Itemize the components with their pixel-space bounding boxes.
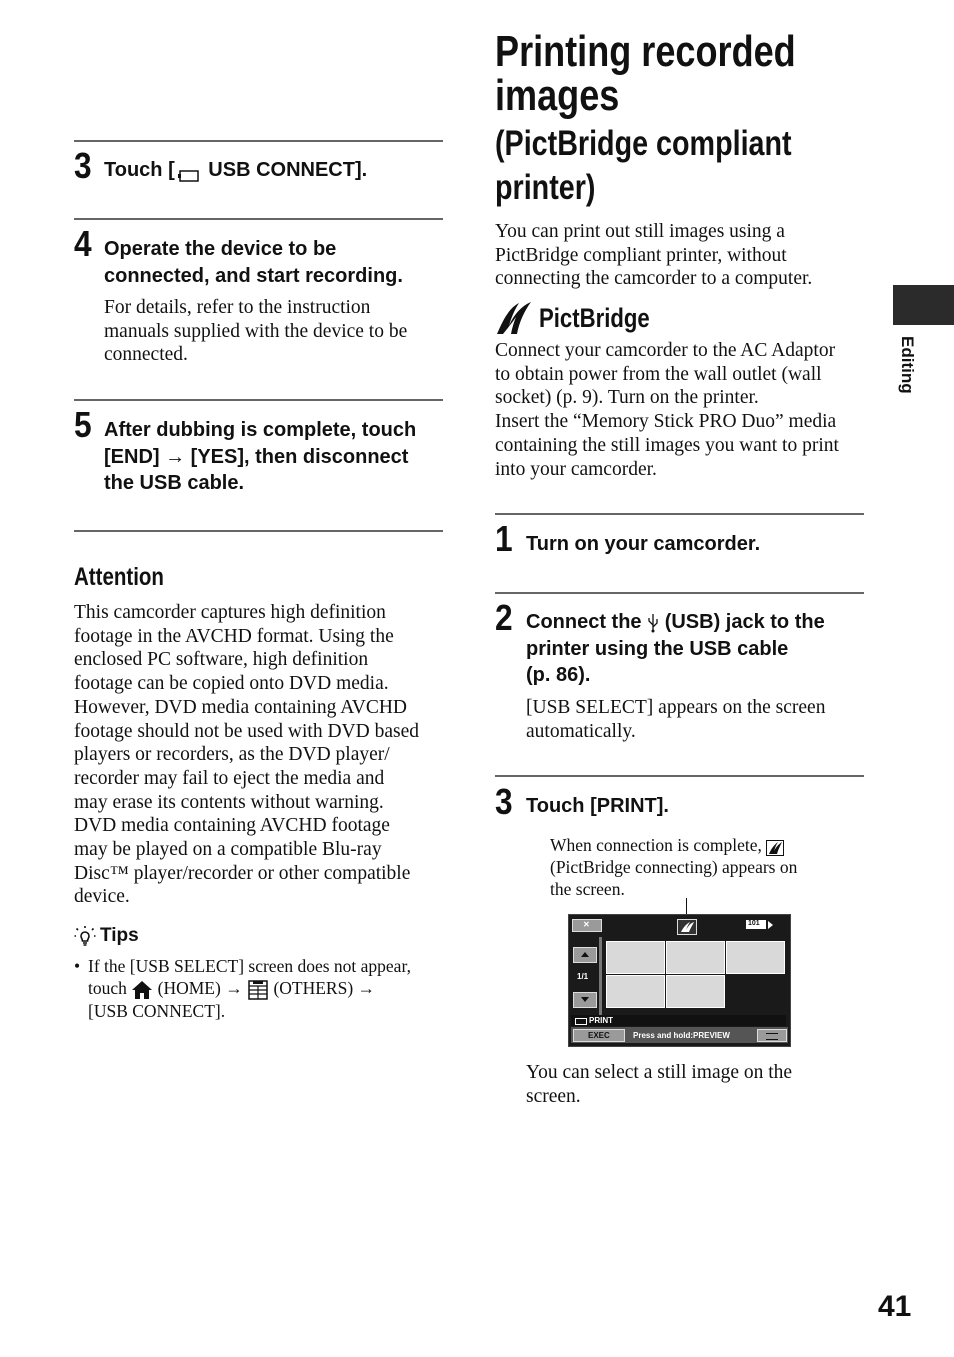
thumbnail[interactable] xyxy=(666,941,725,974)
step-body xyxy=(104,296,407,367)
step-line: [END] → [YES], then disconnect xyxy=(104,445,409,468)
pictbridge-status-icon xyxy=(677,919,697,935)
pictbridge-connecting-icon xyxy=(766,839,784,855)
divider xyxy=(74,218,443,220)
step-number: 3 xyxy=(495,781,513,822)
tips-text xyxy=(74,955,446,1022)
body-line: You can select a still image on the xyxy=(526,1062,793,1083)
body-line: connecting the camcorder to a computer. xyxy=(495,268,813,290)
tips-heading: Tips xyxy=(74,925,139,949)
preview-hint: Press and hold:PREVIEW xyxy=(633,1031,730,1040)
exec-button[interactable]: EXEC xyxy=(573,1029,625,1042)
body-line: device. xyxy=(74,886,130,908)
lightbulb-icon xyxy=(74,925,96,947)
thumbnail[interactable] xyxy=(606,941,665,974)
body-line: Connect your camcorder to the AC Adaptor xyxy=(495,340,836,361)
body-line: [USB SELECT] appears on the screen xyxy=(526,697,826,718)
thumbnail[interactable] xyxy=(666,975,725,1008)
side-tab-label: Editing xyxy=(898,336,917,394)
step-heading xyxy=(104,236,403,289)
body-line: This camcorder captures high definition xyxy=(74,602,386,623)
step-heading xyxy=(104,417,416,497)
divider xyxy=(74,530,443,532)
step-note xyxy=(550,834,797,900)
attention-text xyxy=(74,601,419,909)
body-line: Disc™ player/recorder or other compatible xyxy=(74,862,411,884)
step-text: USB CONNECT]. xyxy=(202,159,368,181)
step-heading: Touch [PRINT]. xyxy=(526,795,669,817)
body-line: footage can be copied onto DVD media. xyxy=(74,673,389,695)
body-line: socket) (p. 9). Turn on the printer. xyxy=(495,387,759,409)
body-line: screen. xyxy=(526,1085,581,1107)
pictbridge-icon xyxy=(495,300,533,336)
divider xyxy=(495,592,864,594)
usb-connect-icon xyxy=(177,164,201,178)
body-line: players or recorders, as the DVD player/ xyxy=(74,744,390,766)
thumbnail[interactable] xyxy=(726,941,785,974)
step-number: 2 xyxy=(495,597,513,638)
body-line: automatically. xyxy=(526,720,636,742)
body-line: footage in the AVCHD format. Using the xyxy=(74,625,394,647)
tip-line: • If the [USB SELECT] screen does not appear, xyxy=(74,956,411,976)
step-heading: Turn on your camcorder. xyxy=(526,533,761,555)
body-line: However, DVD media containing AVCHD xyxy=(74,696,408,718)
step-heading xyxy=(104,157,367,184)
body-line: footage should not be used with DVD based xyxy=(74,720,419,742)
divider xyxy=(495,513,864,515)
page-subtitle: (PictBridge compliant printer) xyxy=(495,124,792,207)
tip-line: [USB CONNECT]. xyxy=(88,1000,226,1021)
thumbnail[interactable] xyxy=(606,975,665,1008)
usb-icon xyxy=(647,613,659,633)
step-line: After dubbing is complete, touch xyxy=(104,419,417,441)
print-label-bar: PRINT xyxy=(571,1015,786,1026)
step-line: connected, and start recording. xyxy=(104,264,403,287)
close-button[interactable]: ✕ xyxy=(572,919,602,932)
note-line: the screen. xyxy=(550,879,625,899)
step-line: printer using the USB cable xyxy=(526,637,789,660)
pictbridge-logo: PictBridge xyxy=(495,300,674,336)
scroll-up-button[interactable] xyxy=(573,947,597,963)
body-line: containing the still images you want to print xyxy=(495,434,839,456)
option-button[interactable] xyxy=(757,1029,787,1042)
side-tab xyxy=(893,285,954,325)
page-indicator: 1/1 xyxy=(577,972,589,981)
body-line: You can print out still images using a xyxy=(495,221,785,242)
intro-text xyxy=(495,220,812,291)
others-icon xyxy=(247,980,269,1000)
after-text xyxy=(526,1061,792,1108)
scroll-down-button[interactable] xyxy=(573,992,597,1008)
body-line: may be played on a compatible Blu-ray xyxy=(74,839,382,861)
scroll-track xyxy=(599,937,602,1021)
note-line: (PictBridge connecting) appears on xyxy=(550,857,798,877)
body-line: connected. xyxy=(104,344,188,366)
step-number: 3 xyxy=(74,145,92,186)
body-line: into your camcorder. xyxy=(495,458,657,480)
step-number: 4 xyxy=(74,223,92,264)
step-line: Connect the (USB) jack to the xyxy=(526,611,825,633)
body-line: For details, refer to the instruction xyxy=(104,297,371,318)
divider xyxy=(74,399,443,401)
body-line: PictBridge compliant printer, without xyxy=(495,244,787,266)
step-text: Touch [ xyxy=(104,159,175,181)
step-heading xyxy=(526,609,825,689)
home-icon xyxy=(131,980,153,1000)
page-number: 41 xyxy=(878,1290,912,1323)
body-line: may erase its contents without warning. xyxy=(74,791,384,813)
step-number: 1 xyxy=(495,518,513,559)
body-line: enclosed PC software, high definition xyxy=(74,649,369,671)
body-line: Insert the “Memory Stick PRO Duo” media xyxy=(495,411,837,433)
connect-text xyxy=(495,339,839,481)
tip-line: touch (HOME) → (OTHERS) → xyxy=(88,978,376,998)
play-icon xyxy=(768,921,773,929)
note-line: When connection is complete, xyxy=(550,834,797,856)
body-line: to obtain power from the wall outlet (wall xyxy=(495,363,822,385)
divider xyxy=(495,775,864,777)
divider xyxy=(74,140,443,142)
step-line: Operate the device to be xyxy=(104,238,337,260)
step-number: 5 xyxy=(74,404,92,445)
page-title: Printing recorded images xyxy=(495,27,796,120)
step-line: the USB cable. xyxy=(104,472,245,494)
body-line: recorder may fail to eject the media and xyxy=(74,767,385,789)
body-line: manuals supplied with the device to be xyxy=(104,320,408,342)
body-line: DVD media containing AVCHD footage xyxy=(74,815,390,837)
folder-badge: 101 xyxy=(746,920,766,929)
step-line: (p. 86). xyxy=(526,664,591,686)
step-body xyxy=(526,696,825,743)
camcorder-screen xyxy=(568,914,791,1047)
attention-heading: Attention xyxy=(74,563,164,591)
